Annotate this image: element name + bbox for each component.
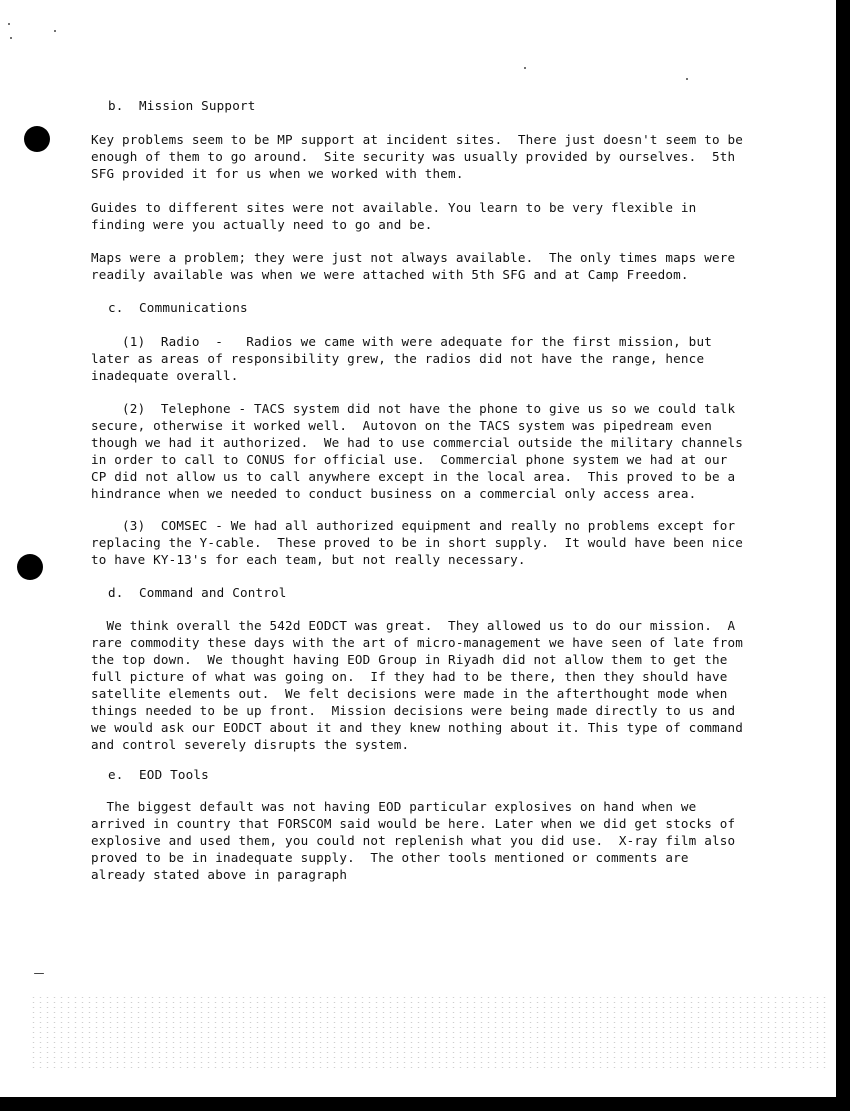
- paragraph-line: satellite elements out. We felt decisions were made in the afterthought mode when: [91, 686, 728, 701]
- paragraph-line: Key problems seem to be MP support at incident sites. There just doesn't seem to be: [91, 132, 744, 147]
- paragraph-line: later as areas of responsibility grew, the radios did not have the range, hence: [91, 351, 705, 366]
- paragraph-line: to have KY-13's for each team, but not really necessary.: [91, 552, 526, 567]
- scan-speck: [524, 67, 526, 69]
- scan-speck: [10, 37, 12, 39]
- section-heading-c: c. Communications: [108, 300, 248, 315]
- paragraph-line: secure, otherwise it worked well. Autovon on the TACS system was pipedream even: [91, 418, 712, 433]
- paragraph-line: arrived in country that FORSCOM said would be here. Later when we did get stocks of: [91, 816, 736, 831]
- scan-border-right: [836, 0, 850, 1111]
- paragraph-line: hindrance when we needed to conduct business on a commercial only access area.: [91, 486, 697, 501]
- paragraph-line: (2) Telephone - TACS system did not have the phone to give us so we could talk: [91, 401, 736, 416]
- paragraph-line: though we had it authorized. We had to use commercial outside the military channels: [91, 435, 744, 450]
- paragraph-line: full picture of what was going on. If they had to be there, then they should have: [91, 669, 728, 684]
- paragraph-line: already stated above in paragraph: [91, 867, 348, 882]
- paragraph-line: We think overall the 542d EODCT was great. They allowed us to do our mission. A: [91, 618, 736, 633]
- paragraph-line: Guides to different sites were not available. You learn to be very flexible in: [91, 200, 697, 215]
- paragraph-line: Maps were a problem; they were just not always available. The only times maps were: [91, 250, 736, 265]
- paragraph-line: things needed to be up front. Mission decisions were being made directly to us and: [91, 703, 736, 718]
- paragraph-line: replacing the Y-cable. These proved to be in short supply. It would have been nice: [91, 535, 744, 550]
- scan-speck: [34, 973, 44, 974]
- paragraph-line: and control severely disrupts the system.: [91, 737, 410, 752]
- paragraph-line: (3) COMSEC - We had all authorized equipment and really no problems except for: [91, 518, 736, 533]
- paragraph-line: proved to be in inadequate supply. The other tools mentioned or comments are: [91, 850, 689, 865]
- scan-speck: [686, 78, 688, 80]
- binder-hole-middle: [17, 554, 43, 580]
- paragraph-line: readily available was when we were attached with 5th SFG and at Camp Freedom.: [91, 267, 689, 282]
- scan-speck: [54, 30, 56, 32]
- paragraph-line: inadequate overall.: [91, 368, 239, 383]
- scan-border-bottom: [0, 1097, 850, 1111]
- paragraph-line: SFG provided it for us when we worked with them.: [91, 166, 464, 181]
- paragraph-line: CP did not allow us to call anywhere except in the local area. This proved to be a: [91, 469, 736, 484]
- paragraph-line: (1) Radio - Radios we came with were adequate for the first mission, but: [91, 334, 712, 349]
- paragraph-line: in order to call to CONUS for official use. Commercial phone system we had at our: [91, 452, 728, 467]
- section-heading-d: d. Command and Control: [108, 585, 287, 600]
- section-heading-b: b. Mission Support: [108, 98, 256, 113]
- paragraph-line: explosive and used them, you could not replenish what you did use. X-ray film also: [91, 833, 736, 848]
- scan-noise: [30, 995, 830, 1070]
- paragraph-line: rare commodity these days with the art of micro-management we have seen of late from: [91, 635, 744, 650]
- paragraph-line: finding were you actually need to go and be.: [91, 217, 433, 232]
- paragraph-line: The biggest default was not having EOD particular explosives on hand when we: [91, 799, 697, 814]
- paragraph-line: the top down. We thought having EOD Group in Riyadh did not allow them to get the: [91, 652, 728, 667]
- scan-speck: [8, 23, 10, 25]
- section-heading-e: e. EOD Tools: [108, 767, 209, 782]
- binder-hole-top: [24, 126, 50, 152]
- paragraph-line: enough of them to go around. Site security was usually provided by ourselves. 5th: [91, 149, 736, 164]
- paragraph-line: we would ask our EODCT about it and they knew nothing about it. This type of command: [91, 720, 744, 735]
